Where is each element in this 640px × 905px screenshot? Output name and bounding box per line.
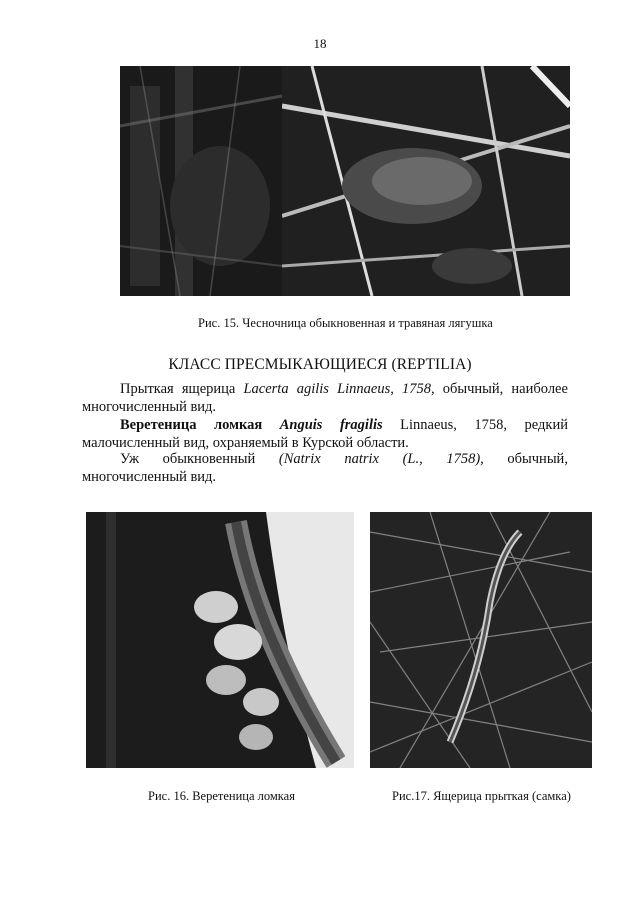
- p2-word: Веретеница: [120, 417, 197, 433]
- p3-latin-species: natrix: [344, 451, 379, 467]
- p1-latin-year: 1758,: [401, 381, 435, 397]
- p1-latin-species: agilis: [296, 381, 329, 397]
- section-heading: КЛАСС ПРЕСМЫКАЮЩИЕСЯ (REPTILIA): [168, 356, 472, 373]
- p1-word: наиболее: [511, 381, 568, 397]
- figure-15-photo-left: [120, 66, 282, 296]
- paragraph-lacerta: [82, 380, 568, 416]
- p2-year: 1758,: [474, 417, 508, 433]
- p2-word: ломкая: [213, 417, 263, 433]
- p2-word: редкий: [524, 417, 568, 433]
- p2-line-2: малочисленный вид, охраняемый в Курской области.: [82, 435, 409, 451]
- p1-word: Прыткая: [120, 381, 174, 397]
- paragraph-natrix: [82, 450, 568, 486]
- p3-latin-genus: (Natrix: [278, 451, 321, 467]
- paragraph-anguis: [82, 416, 568, 452]
- p1-latin-author: Linnaeus,: [337, 381, 394, 397]
- p3-word: обыкновенный: [162, 451, 256, 467]
- figure-15-photo-right: [282, 66, 570, 296]
- p3-latin-year: 1758),: [446, 451, 484, 467]
- page-number: 18: [313, 36, 327, 51]
- p2-latin-genus: Anguis: [279, 417, 323, 433]
- p2-latin-species: fragilis: [339, 417, 383, 433]
- figure-16-photo: [86, 512, 354, 768]
- figure-16-caption: Рис. 16. Веретеница ломкая: [148, 789, 295, 803]
- p2-author: Linnaeus,: [400, 417, 457, 433]
- p3-latin-author: (L.,: [402, 451, 423, 467]
- figure-15-caption: Рис. 15. Чесночница обыкновенная и травяная лягушка: [198, 316, 493, 330]
- p1-line-2: многочисленный вид.: [82, 399, 217, 415]
- p3-line-2: многочисленный вид.: [82, 469, 217, 485]
- p1-latin-genus: Lacerta: [243, 381, 289, 397]
- p3-word: Уж: [120, 451, 140, 467]
- p3-word: обычный,: [507, 451, 568, 467]
- p1-word: ящерица: [181, 381, 236, 397]
- figure-17-caption: Рис.17. Ящерица прыткая (самка): [392, 789, 571, 803]
- figure-17-photo: [370, 512, 592, 768]
- p1-word: обычный,: [442, 381, 504, 397]
